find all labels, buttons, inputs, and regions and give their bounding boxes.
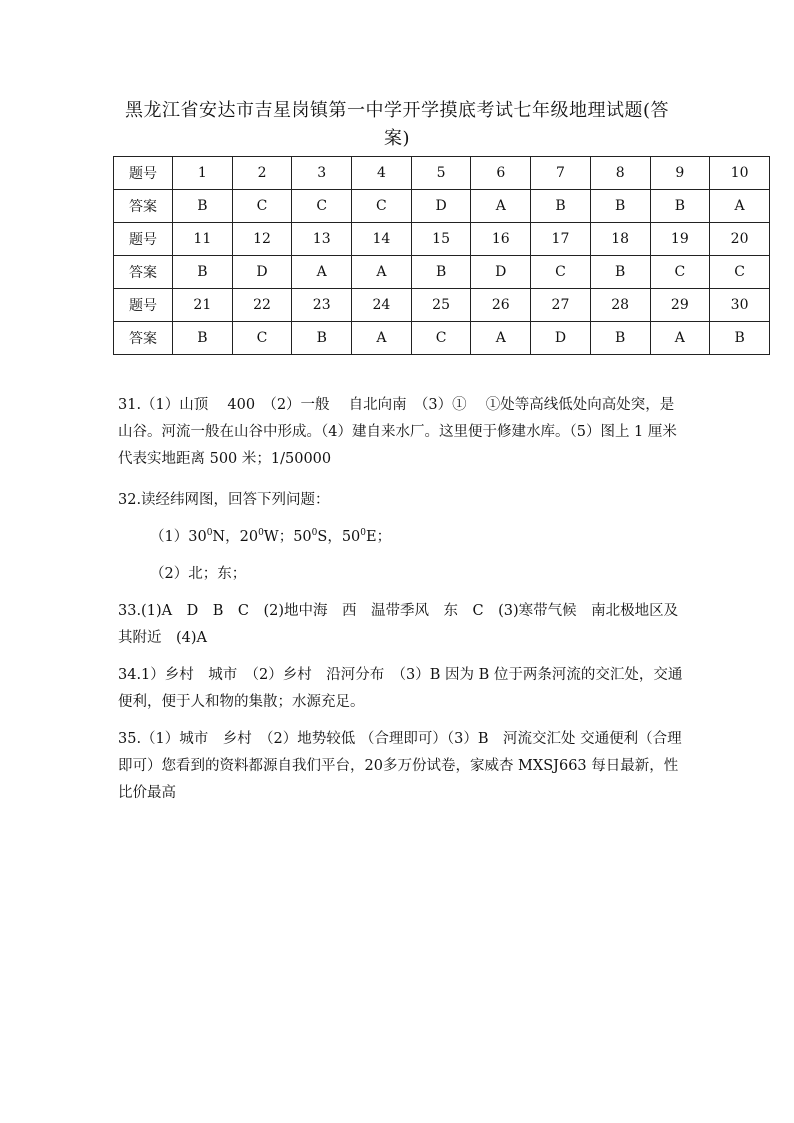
answer-34: 34.1）乡村 城市 （2）乡村 沿河分布 （3）B 因为 B 位于两条河流的交汇处，交通便利，便于人和物的集散；水源充足。	[118, 667, 683, 710]
table-cell: 21	[173, 289, 233, 322]
table-cell: C	[710, 256, 770, 289]
answers-section	[118, 392, 688, 807]
table-row-header: 答案	[114, 322, 173, 355]
table-cell: C	[650, 256, 710, 289]
table-row-header: 题号	[114, 157, 173, 190]
table-cell: 9	[650, 157, 710, 190]
table-cell: C	[352, 190, 412, 223]
answer-35: 35.（1）城市 乡村 （2）地势较低 （合理即可）（3）B 河流交汇处 交通便利（合理即可）您看到的资料都源自我们平台，20多万份试卷，家威杏 MXSJ663 每日最新，性比价最高	[118, 731, 682, 801]
table-cell: A	[710, 190, 770, 223]
answer-32-1: $(1)30^0N$，$20^0W$；$50^0S$，$50^0E$；	[150, 528, 392, 545]
table-row	[114, 223, 770, 256]
table-cell: 23	[292, 289, 352, 322]
table-cell: B	[531, 190, 591, 223]
table-row	[114, 289, 770, 322]
table-cell: 8	[590, 157, 650, 190]
answer-33: 33.(1)A D B C (2)地中海 西 温带季风 东 C (3)寒带气候 南北极地区及其附近 (4)A	[118, 603, 679, 646]
table-cell: 17	[531, 223, 591, 256]
table-row	[114, 157, 770, 190]
table-cell: 4	[352, 157, 412, 190]
table-cell: 28	[590, 289, 650, 322]
table-cell: 5	[411, 157, 471, 190]
question-32-title: 32.读经纬网图，回答下列问题：	[118, 492, 330, 508]
table-cell: C	[232, 322, 292, 355]
table-cell: 11	[173, 223, 233, 256]
table-cell: C	[531, 256, 591, 289]
table-cell: 7	[531, 157, 591, 190]
table-cell: 16	[471, 223, 531, 256]
table-row	[114, 256, 770, 289]
table-cell: 20	[710, 223, 770, 256]
table-cell: 27	[531, 289, 591, 322]
table-cell: 15	[411, 223, 471, 256]
page-title: 黑龙江省安达市吉星岗镇第一中学开学摸底考试七年级地理试题(答案)	[124, 100, 670, 149]
answer-table	[113, 156, 770, 355]
table-cell: D	[471, 256, 531, 289]
answer-32-2: （2）北；东；	[150, 566, 247, 582]
table-cell: A	[352, 322, 412, 355]
table-cell: D	[531, 322, 591, 355]
table-cell: B	[590, 256, 650, 289]
table-row	[114, 322, 770, 355]
table-cell: 1	[173, 157, 233, 190]
table-cell: 12	[232, 223, 292, 256]
table-cell: B	[590, 190, 650, 223]
table-cell: 29	[650, 289, 710, 322]
table-cell: 2	[232, 157, 292, 190]
table-cell: 24	[352, 289, 412, 322]
table-cell: B	[590, 322, 650, 355]
table-cell: 14	[352, 223, 412, 256]
table-cell: B	[173, 190, 233, 223]
table-cell: 13	[292, 223, 352, 256]
table-cell: A	[352, 256, 412, 289]
table-cell: D	[232, 256, 292, 289]
table-cell: A	[471, 190, 531, 223]
table-cell: B	[173, 256, 233, 289]
table-cell: 22	[232, 289, 292, 322]
table-cell: 18	[590, 223, 650, 256]
table-row-header: 答案	[114, 190, 173, 223]
table-cell: 26	[471, 289, 531, 322]
answer-31: 31.（1）山顶 400 （2）一般 自北向南 （3）① ①处等高线低处向高处突，是山谷。河流一般在山谷中形成。（4）建自来水厂。这里便于修建水库。（5）图上 1 厘米代表实地距离 500 米；1/50000	[118, 397, 677, 467]
table-cell: D	[411, 190, 471, 223]
table-cell: C	[411, 322, 471, 355]
table-cell: A	[292, 256, 352, 289]
table-cell: A	[650, 322, 710, 355]
table-row-header: 题号	[114, 289, 173, 322]
table-cell: B	[411, 256, 471, 289]
table-cell: B	[650, 190, 710, 223]
table-cell: C	[232, 190, 292, 223]
table-cell: 19	[650, 223, 710, 256]
table-cell: 10	[710, 157, 770, 190]
table-row	[114, 190, 770, 223]
table-cell: 6	[471, 157, 531, 190]
table-cell: B	[292, 322, 352, 355]
table-cell: A	[471, 322, 531, 355]
table-cell: 30	[710, 289, 770, 322]
table-row-header: 题号	[114, 223, 173, 256]
table-cell: B	[710, 322, 770, 355]
table-cell: C	[292, 190, 352, 223]
table-cell: 3	[292, 157, 352, 190]
table-cell: B	[173, 322, 233, 355]
table-cell: 25	[411, 289, 471, 322]
table-row-header: 答案	[114, 256, 173, 289]
